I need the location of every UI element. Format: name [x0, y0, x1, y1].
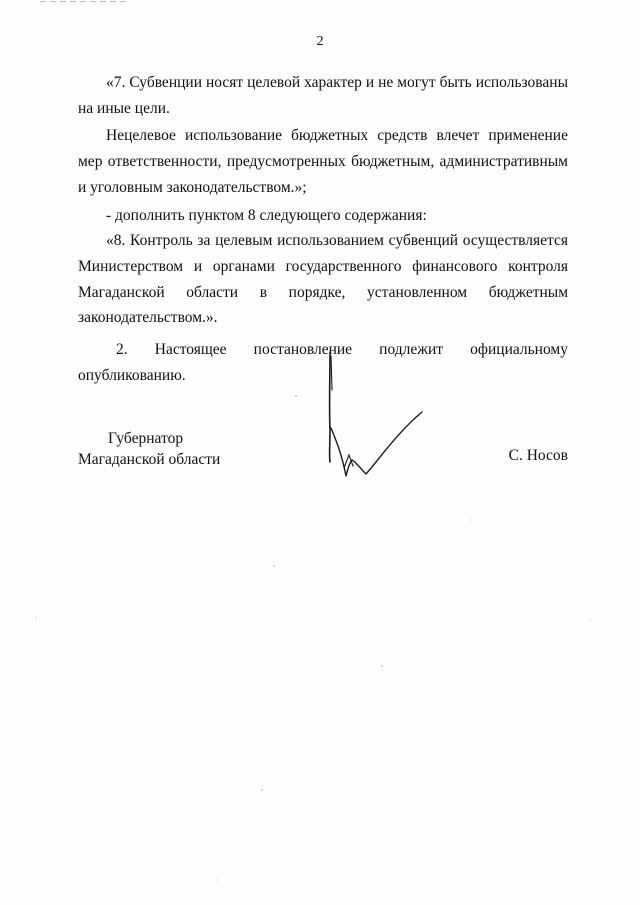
document-body: [78, 70, 568, 388]
page-number: 2: [316, 34, 324, 49]
paragraph-publication: 2. Настоящее постановление подлежит официальному опубликованию.: [78, 341, 568, 384]
signatory-title: [78, 428, 220, 470]
scan-edge-artifact: [40, 0, 130, 3]
handwritten-signature: [318, 350, 438, 485]
paragraph-amendment-intro: - дополнить пунктом 8 следующего содержания:: [106, 206, 427, 224]
signatory-region: Магаданской области: [78, 451, 221, 468]
signatory-name: С. Носов: [508, 447, 568, 464]
paragraph-misuse-liability: Нецелевое использование бюджетных средств влечет применение мер ответственности, предусмотренных бюджетным, административным и уголовным законодательством.»;: [78, 127, 568, 196]
paragraph-item-8: «8. Контроль за целевым использованием субвенций осуществляется Министерством и органами государственного финансового контроля Магаданской области в порядке, установленном бюджетным законодательством.».: [78, 232, 568, 327]
signatory-position: Губернатор: [108, 430, 184, 447]
paragraph-item-7: «7. Субвенции носят целевой характер и не могут быть использованы на иные цели.: [78, 74, 568, 117]
